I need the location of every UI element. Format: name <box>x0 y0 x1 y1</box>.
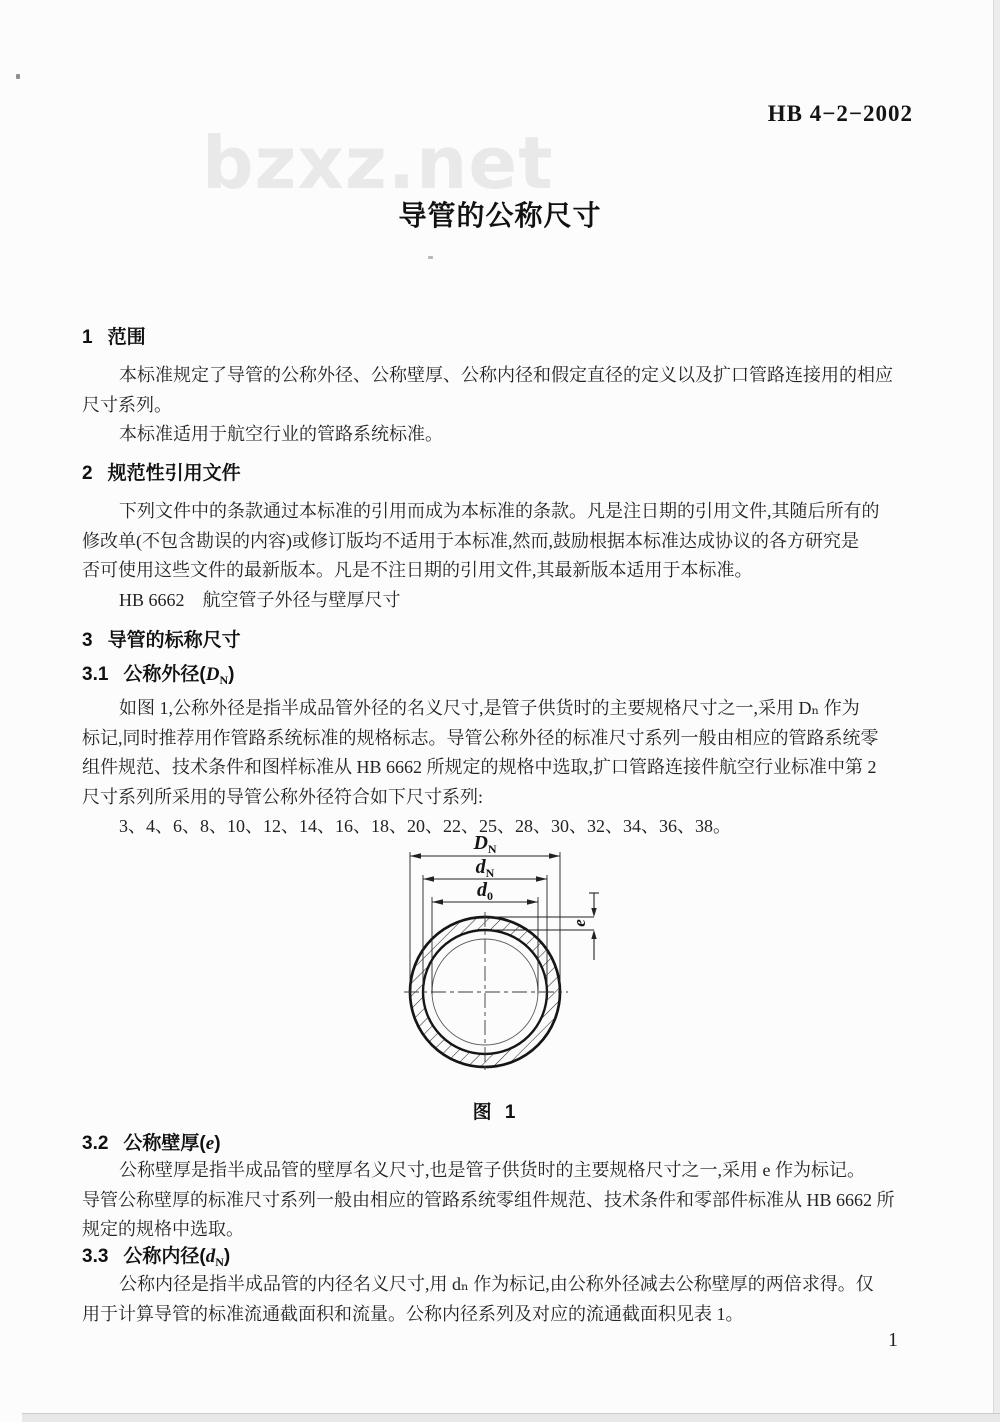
math-subscript: N <box>219 673 229 687</box>
heading-text: 公称内径( <box>123 1246 206 1267</box>
reference-item: HB 6662 航空管子外径与壁厚尺寸 <box>119 589 401 610</box>
references-paragraph <box>82 497 937 615</box>
heading-nominal-wall-thickness <box>82 1128 221 1155</box>
figure-1-drawing <box>380 836 670 1088</box>
scan-speck <box>428 256 433 259</box>
watermark: bzxz.net <box>202 121 554 205</box>
text-line: 修改单(不包含勘误的内容)或修订版均不适用于本标准,然而,鼓励根据本标准达成协议的各方研究是 <box>82 530 859 551</box>
heading-scope <box>82 322 146 349</box>
heading-number: 3.3 <box>82 1246 109 1267</box>
heading-text: 范围 <box>107 327 146 348</box>
math-subscript: N <box>215 1255 224 1269</box>
text-line: 组件规范、技术条件和图样标准从 HB 6662 所规定的规格中选取,扩口管路连接件航空行业标准中第 2 <box>82 757 877 777</box>
label-e: e <box>570 919 589 927</box>
text-line: 如图 1,公称外径是指半成品管外径的名义尺寸,是管子供货时的主要规格尺寸之一,采用 Dₙ 作为 <box>119 698 860 718</box>
math-var: d <box>205 1246 216 1267</box>
heading-number: 3 <box>82 630 93 651</box>
heading-text: ) <box>223 1246 231 1267</box>
math-var: e <box>205 1133 215 1154</box>
label-d0-sub: 0 <box>487 889 493 903</box>
heading-text: 公称壁厚( <box>123 1133 206 1154</box>
heading-text: 导管的标称尺寸 <box>107 630 241 651</box>
page-title: 导管的公称尺寸 <box>398 200 602 231</box>
page-edge-bottom <box>22 1413 1000 1422</box>
label-DN-base: D <box>473 832 488 854</box>
figure-caption: 图 1 <box>472 1102 520 1123</box>
heading-text: ) <box>228 664 235 685</box>
label-dN-sub: N <box>485 866 495 880</box>
text-line: 公称壁厚是指半成品管的壁厚名义尺寸,也是管子供货时的主要规格尺寸之一,采用 e 作为标记。 <box>119 1160 865 1180</box>
label-dN-base: d <box>475 856 486 878</box>
heading-number: 1 <box>82 327 93 348</box>
text-line: 导管公称壁厚的标准尺寸系列一般由相应的管路系统零组件规范、技术条件和零部件标准从 HB 6662 所 <box>82 1189 895 1210</box>
heading-number: 3.1 <box>82 664 109 685</box>
label-d0 <box>455 880 515 906</box>
heading-normative-references <box>82 458 241 485</box>
page-number: 1 <box>888 1329 898 1351</box>
outer-diameter-paragraph <box>82 694 937 842</box>
text-line: 本标准适用于航空行业的管路系统标准。 <box>119 424 443 444</box>
text-line: 标记,同时推荐用作管路系统标准的规格标志。导管公称外径的标准尺寸系列一般由相应的管路系统零 <box>82 727 879 748</box>
size-series-list: 3、4、6、8、10、12、14、16、18、20、22、25、28、30、32、34、36、38。 <box>119 816 731 836</box>
text-line: 尺寸系列所采用的导管公称外径符合如下尺寸系列: <box>82 786 483 807</box>
text-line: 公称内径是指半成品管的内径名义尺寸,用 dₙ 作为标记,由公称外径减去公称壁厚的两倍求得。仅 <box>119 1274 874 1294</box>
text-line: 下列文件中的条款通过本标准的引用而成为本标准的条款。凡是注日期的引用文件,其随后所有的 <box>119 501 880 521</box>
math-var: D <box>205 664 220 685</box>
text-line: 否可使用这些文件的最新版本。凡是不注日期的引用文件,其最新版本适用于本标准。 <box>82 560 753 580</box>
heading-nominal-sizes <box>82 625 241 652</box>
heading-text: 规范性引用文件 <box>107 463 241 484</box>
heading-text: 公称外径( <box>123 664 206 685</box>
label-d0-base: d <box>477 879 487 901</box>
heading-number: 3.2 <box>82 1133 109 1154</box>
heading-nominal-inner-diameter <box>82 1241 230 1270</box>
text-line: 尺寸系列。 <box>82 394 172 415</box>
heading-text: ) <box>214 1133 221 1154</box>
label-DN-sub: N <box>487 842 497 856</box>
scope-paragraph <box>82 361 937 450</box>
text-line: 规定的规格中选取。 <box>82 1219 244 1239</box>
text-line: 本标准规定了导管的公称外径、公称壁厚、公称内径和假定直径的定义以及扩口管路连接用的相应 <box>119 365 893 385</box>
scan-speck <box>16 74 20 79</box>
doc-number: HB 4−2−2002 <box>767 101 913 126</box>
inner-diameter-paragraph <box>82 1270 937 1329</box>
wall-thickness-paragraph <box>82 1156 937 1245</box>
text-line: 用于计算导管的标准流通截面积和流量。公称内径系列及对应的流通截面积见表 1。 <box>82 1303 744 1324</box>
heading-nominal-outer-diameter <box>82 659 234 688</box>
heading-number: 2 <box>82 463 93 484</box>
